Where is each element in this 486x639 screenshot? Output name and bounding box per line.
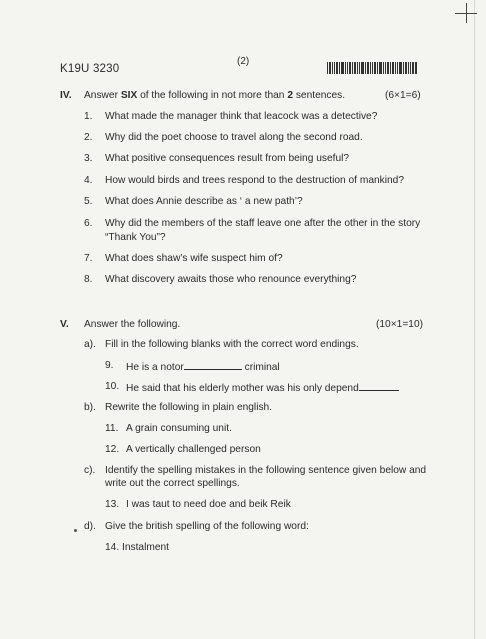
part-text: Fill in the following blanks with the correct word endings.	[105, 339, 359, 350]
part-label: d).	[84, 521, 96, 532]
item-text	[105, 542, 169, 554]
crop-mark-vertical	[466, 3, 467, 23]
question-text: What does shaw’s wife suspect him of?	[105, 253, 283, 264]
question-number: 5.	[84, 196, 93, 207]
part-label: b).	[84, 402, 96, 413]
item-text: A vertically challenged person	[126, 444, 261, 455]
question-text: What positive consequences result from being useful?	[105, 153, 350, 164]
question-number: 3.	[84, 153, 93, 164]
question-number: 6.	[84, 218, 93, 229]
stray-mark	[74, 529, 77, 532]
part-label: a).	[84, 339, 96, 350]
part-text: Identify the spelling mistakes in the following sentence given below and	[105, 465, 427, 476]
section-v-numeral: V.	[60, 319, 69, 330]
item-number: 9.	[105, 360, 114, 371]
barcode	[327, 62, 417, 74]
section-v-instruction: Answer the following.	[84, 319, 181, 330]
question-text: Why did the poet choose to travel along the second road.	[105, 132, 363, 143]
section-iv-numeral: IV.	[60, 90, 72, 101]
question-number: 4.	[84, 175, 93, 186]
question-number: 7.	[84, 253, 93, 264]
answer-blank	[359, 381, 399, 391]
question-text-continued: “Thank You”?	[105, 232, 166, 243]
item-number: 14.	[105, 542, 120, 553]
exam-code: K19U 3230	[60, 63, 120, 75]
question-text: Why did the members of the staff leave one after the other in the story	[105, 218, 421, 229]
part-label: c).	[84, 465, 96, 476]
part-text-continued: write out the correct spellings.	[105, 478, 240, 489]
item-number: 12.	[105, 444, 120, 455]
question-number: 2.	[84, 132, 93, 143]
item-text: A grain consuming unit.	[126, 423, 232, 434]
question-text: What does Annie describe as ‘ a new path’?	[105, 196, 303, 207]
item-number: 13.	[105, 499, 120, 510]
part-text: Rewrite the following in plain english.	[105, 402, 273, 413]
page-number: (2)	[237, 56, 250, 67]
part-text: Give the british spelling of the following word:	[105, 521, 309, 532]
item-text: I was taut to need doe and beik Reik	[126, 499, 291, 510]
item-number: 10.	[105, 381, 120, 392]
scan-edge-line	[474, 0, 475, 639]
section-v-marks: (10×1=10)	[376, 319, 424, 330]
question-text: What discovery awaits those who renounce everything?	[105, 274, 357, 285]
question-number: 1.	[84, 111, 93, 122]
fill-blank-item: He said that his elderly mother was his only depend	[126, 381, 399, 395]
question-number: 8.	[84, 274, 93, 285]
fill-blank-item: He is a notor criminal	[126, 362, 280, 373]
question-text: What made the manager think that leacock was a detective?	[105, 111, 378, 122]
item-number: 11.	[105, 423, 119, 434]
item-word: Instalment	[122, 542, 170, 553]
answer-blank	[184, 360, 242, 370]
section-iv-marks: (6×1=6)	[385, 90, 421, 101]
question-text: How would birds and trees respond to the destruction of mankind?	[105, 175, 405, 186]
section-iv-instruction: Answer SIX of the following in not more than 2 sentences.	[84, 90, 346, 101]
